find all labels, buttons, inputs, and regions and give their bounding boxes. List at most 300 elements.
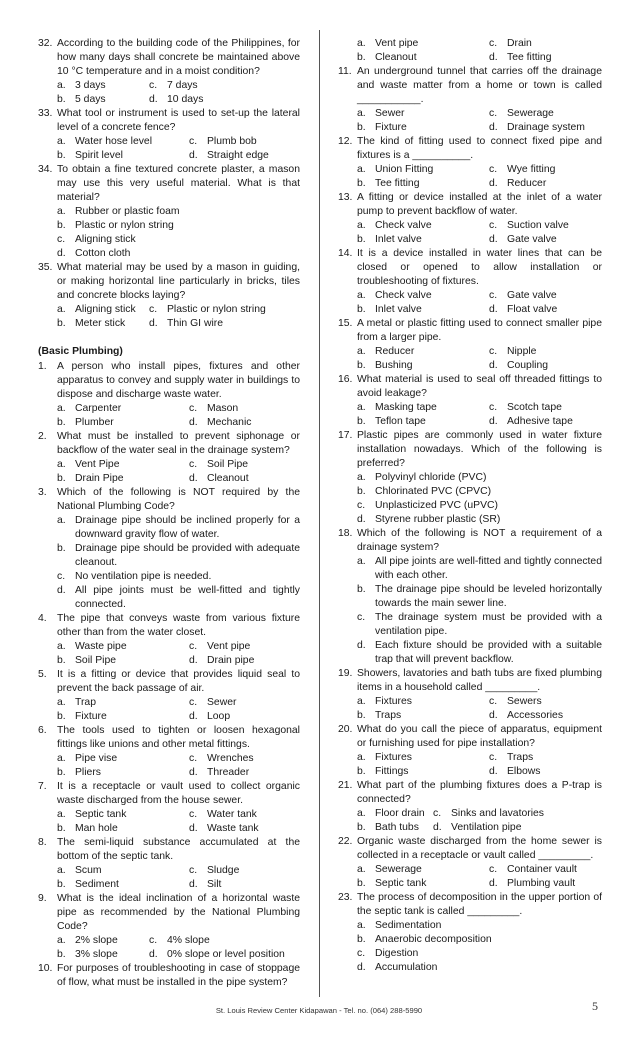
option-text: Sewerage: [507, 108, 554, 119]
option-letter: b.: [357, 822, 366, 833]
option-letter: d.: [189, 473, 198, 484]
answer-option: [357, 485, 602, 499]
option-text: Sinks and lavatories: [451, 808, 544, 819]
question-number: 17.: [338, 430, 353, 441]
option-text: Container vault: [507, 864, 577, 875]
option-text: Water hose level: [75, 136, 153, 147]
option-text: Bushing: [375, 360, 413, 371]
option-text: Sediment: [75, 879, 119, 890]
answer-option: [357, 765, 489, 779]
answer-option: [357, 401, 489, 415]
option-row: [57, 710, 300, 724]
answer-option: [57, 864, 189, 878]
question-item: [38, 724, 300, 780]
answer-option: [149, 93, 203, 107]
option-text: Waste tank: [207, 823, 259, 834]
option-text: Each fixture should be provided with a suitable trap that will prevent backflow.: [375, 640, 602, 665]
question-text: Organic waste discharged from the home sewer is collected in a receptacle or vault called _________.: [357, 836, 602, 861]
option-letter: b.: [57, 655, 66, 666]
option-letter: c.: [149, 80, 158, 91]
question-number: 22.: [338, 836, 353, 847]
question-item: [38, 360, 300, 430]
option-row: [57, 472, 300, 486]
option-text: All pipe joints must be well-fitted and tightly connected.: [75, 585, 300, 610]
answer-option: [357, 947, 602, 961]
answer-option: [57, 542, 300, 570]
question-item: [338, 373, 602, 429]
question-text: Plastic pipes are commonly used in water fixture installation nowadays. Which of the following is preferred?: [357, 430, 602, 469]
answer-option: [57, 303, 149, 317]
footer-text: St. Louis Review Center Kidapawan - Tel. no. (064) 288-5990: [215, 1006, 423, 1015]
option-text: Ventilation pipe: [451, 822, 522, 833]
option-letter: d.: [149, 949, 158, 960]
answer-option: [357, 863, 489, 877]
option-letter: c.: [489, 346, 498, 357]
option-text: Loop: [207, 711, 231, 722]
question-number: 32.: [38, 38, 53, 49]
question-item: [338, 779, 602, 835]
option-row: [357, 37, 602, 51]
option-text: Cleanout: [375, 52, 417, 63]
option-letter: d.: [57, 248, 66, 259]
option-text: Spirit level: [75, 150, 123, 161]
option-text: Plastic or nylon string: [167, 304, 266, 315]
option-text: Scotch tape: [507, 402, 562, 413]
option-text: The drainage pipe should be leveled horizontally towards the main sewer line.: [375, 584, 602, 609]
option-letter: c.: [189, 403, 198, 414]
option-text: Coupling: [507, 360, 549, 371]
answer-option: [57, 710, 189, 724]
option-text: Drainage pipe should be provided with adequate cleanout.: [75, 543, 300, 568]
option-letter: a.: [357, 472, 366, 483]
answer-option: [57, 472, 189, 486]
answer-option: [57, 233, 300, 247]
answer-option: [489, 877, 575, 891]
answer-option: [357, 37, 489, 51]
answer-option: [489, 415, 573, 429]
option-row: [357, 345, 602, 359]
option-letter: b.: [57, 823, 66, 834]
option-letter: c.: [57, 571, 66, 582]
question-text: What part of the plumbing fixtures does a P-trap is connected?: [357, 780, 602, 805]
answer-option: [57, 79, 149, 93]
answer-option: [489, 359, 548, 373]
option-row: [357, 163, 602, 177]
question-text: The semi-liquid substance accumulated at the bottom of the septic tank.: [57, 837, 300, 862]
question-number: 1.: [38, 361, 47, 372]
question-item: [338, 891, 602, 975]
question-number: 15.: [338, 318, 353, 329]
option-text: Septic tank: [375, 878, 427, 889]
option-text: Aligning stick: [75, 234, 136, 245]
question-number: 5.: [38, 669, 47, 680]
option-letter: c.: [489, 864, 498, 875]
answer-option: [57, 808, 189, 822]
question-stem: [38, 486, 300, 514]
answer-option: [57, 93, 149, 107]
option-text: Vent pipe: [207, 641, 251, 652]
option-letter: b.: [57, 879, 66, 890]
option-row: [357, 359, 602, 373]
question-number: 4.: [38, 613, 47, 624]
answer-option: [189, 416, 251, 430]
answer-option: [57, 822, 189, 836]
option-letter: c.: [489, 38, 498, 49]
question-number: 19.: [338, 668, 353, 679]
option-letter: d.: [357, 640, 366, 651]
answer-option: [357, 163, 489, 177]
question-text: The process of decomposition in the upper portion of the septic tank is called _________.: [357, 892, 602, 917]
option-row: [357, 219, 602, 233]
option-text: Accessories: [507, 710, 564, 721]
option-text: Sewer: [375, 108, 405, 119]
answer-option: [189, 458, 248, 472]
option-text: No ventilation pipe is needed.: [75, 571, 212, 582]
option-text: Water tank: [207, 809, 257, 820]
option-letter: d.: [489, 52, 498, 63]
answer-options: [338, 289, 602, 317]
answer-option: [57, 934, 149, 948]
question-text: For purposes of troubleshooting in case of stoppage of flow, what must be installed in the pipe system?: [57, 963, 300, 988]
option-letter: a.: [357, 346, 366, 357]
question-number: 11.: [338, 66, 352, 77]
option-letter: a.: [357, 556, 366, 567]
question-number: 8.: [38, 837, 47, 848]
option-letter: c.: [489, 290, 498, 301]
question-stem: [38, 962, 300, 990]
option-letter: c.: [489, 402, 498, 413]
option-row: [357, 107, 602, 121]
answer-option: [489, 863, 577, 877]
answer-option: [489, 289, 557, 303]
option-row: [357, 821, 602, 835]
answer-option: [357, 51, 489, 65]
option-text: Polyvinyl chloride (PVC): [375, 472, 487, 483]
option-letter: c.: [489, 696, 498, 707]
option-letter: d.: [189, 879, 198, 890]
answer-option: [57, 458, 189, 472]
option-text: Cleanout: [207, 473, 249, 484]
option-row: [357, 233, 602, 247]
option-letter: a.: [357, 220, 366, 231]
option-text: Sedimentation: [375, 920, 442, 931]
question-item: [338, 247, 602, 317]
option-row: [57, 135, 300, 149]
option-row: [357, 303, 602, 317]
option-text: Soil Pipe: [207, 459, 249, 470]
question-number: 6.: [38, 725, 47, 736]
question-item: [338, 37, 602, 65]
option-letter: c.: [189, 136, 198, 147]
option-text: 4% slope: [167, 935, 210, 946]
column-divider: [319, 30, 320, 997]
question-item: [338, 835, 602, 891]
option-text: Chlorinated PVC (CPVC): [375, 486, 492, 497]
section-heading: (Basic Plumbing): [38, 346, 123, 357]
answer-options: [38, 934, 300, 962]
option-letter: c.: [189, 809, 198, 820]
option-letter: c.: [489, 108, 498, 119]
option-letter: b.: [357, 52, 366, 63]
option-text: Float valve: [507, 304, 558, 315]
answer-option: [489, 51, 551, 65]
answer-option: [357, 471, 602, 485]
answer-options: [38, 79, 300, 107]
question-stem: [38, 107, 300, 135]
answer-options: [38, 135, 300, 163]
option-letter: a.: [357, 696, 366, 707]
option-text: Man hole: [75, 823, 118, 834]
option-letter: d.: [489, 360, 498, 371]
option-letter: d.: [489, 710, 498, 721]
question-text: A fitting or device installed at the inlet of a water pump to prevent backflow of water.: [357, 192, 602, 217]
option-text: Unplasticized PVC (uPVC): [375, 500, 498, 511]
question-item: [338, 135, 602, 191]
option-text: Check valve: [375, 220, 432, 231]
question-stem: [338, 723, 602, 751]
option-text: Fixture: [75, 711, 107, 722]
question-item: [338, 527, 602, 667]
question-stem: [38, 836, 300, 864]
option-text: Plumbing vault: [507, 878, 576, 889]
option-row: [57, 402, 300, 416]
question-item: [338, 667, 602, 723]
option-text: Anaerobic decomposition: [375, 934, 492, 945]
option-text: Plumber: [75, 417, 114, 428]
answer-option: [489, 219, 569, 233]
option-letter: b.: [357, 878, 366, 889]
option-text: 2% slope: [75, 935, 118, 946]
question-number: 10.: [38, 963, 53, 974]
option-letter: c.: [57, 234, 66, 245]
question-number: 14.: [338, 248, 353, 259]
option-letter: b.: [57, 220, 66, 231]
option-letter: a.: [357, 164, 366, 175]
answer-options: [38, 514, 300, 612]
question-stem: [338, 429, 602, 471]
option-text: Threader: [207, 767, 250, 778]
option-letter: d.: [189, 711, 198, 722]
question-stem: [38, 780, 300, 808]
answer-option: [489, 401, 562, 415]
option-text: Sewerage: [375, 864, 422, 875]
option-letter: d.: [149, 318, 158, 329]
answer-option: [357, 807, 433, 821]
answer-option: [57, 948, 149, 962]
option-letter: b.: [57, 94, 66, 105]
answer-options: [338, 555, 602, 667]
question-text: The tools used to tighten or loosen hexagonal fittings like unions and other metal fittings.: [57, 725, 300, 750]
answer-option: [189, 864, 239, 878]
answer-option: [357, 121, 489, 135]
option-text: 7 days: [167, 80, 198, 91]
answer-option: [489, 177, 546, 191]
question-text: Which of the following is NOT a requirement of a drainage system?: [357, 528, 602, 553]
answer-options: [38, 864, 300, 892]
option-row: [357, 51, 602, 65]
option-letter: a.: [57, 206, 66, 217]
question-text: It is a receptacle or vault used to collect organic waste discharged from the house sewer.: [57, 781, 300, 806]
option-letter: c.: [189, 459, 198, 470]
option-row: [357, 751, 602, 765]
question-item: [38, 892, 300, 962]
option-letter: d.: [489, 416, 498, 427]
option-letter: b.: [57, 417, 66, 428]
option-text: Fixtures: [375, 696, 412, 707]
answer-options: [38, 402, 300, 430]
option-letter: b.: [357, 934, 366, 945]
option-row: [57, 808, 300, 822]
answer-option: [357, 877, 489, 891]
option-letter: a.: [57, 809, 66, 820]
question-item: [338, 65, 602, 135]
option-row: [57, 948, 300, 962]
option-text: Sewer: [207, 697, 237, 708]
option-text: Pliers: [75, 767, 101, 778]
option-text: Soil Pipe: [75, 655, 117, 666]
answer-options: [38, 696, 300, 724]
option-text: Accumulation: [375, 962, 438, 973]
option-letter: a.: [57, 641, 66, 652]
answer-option: [357, 513, 602, 527]
option-text: Suction valve: [507, 220, 569, 231]
option-text: Bath tubs: [375, 822, 419, 833]
question-item: [38, 37, 300, 107]
option-letter: c.: [189, 641, 198, 652]
option-text: Waste pipe: [75, 641, 127, 652]
option-row: [357, 695, 602, 709]
question-item: [38, 780, 300, 836]
answer-option: [357, 639, 602, 667]
question-text: An underground tunnel that carries off the drainage and waste matter from a home or town is called ___________.: [357, 66, 602, 105]
option-letter: c.: [189, 753, 198, 764]
answer-options: [338, 219, 602, 247]
answer-options: [38, 808, 300, 836]
answer-option: [357, 345, 489, 359]
option-letter: c.: [149, 935, 158, 946]
option-letter: c.: [433, 808, 442, 819]
question-item: [338, 723, 602, 779]
option-text: 10 days: [167, 94, 204, 105]
option-text: Septic tank: [75, 809, 127, 820]
answer-option: [357, 107, 489, 121]
option-row: [357, 121, 602, 135]
question-stem: [38, 360, 300, 402]
option-letter: b.: [357, 178, 366, 189]
question-text: Showers, lavatories and bath tubs are fixed plumbing items in a household called _________.: [357, 668, 602, 693]
answer-option: [57, 878, 189, 892]
option-letter: a.: [57, 515, 66, 526]
question-item: [38, 163, 300, 261]
option-text: Digestion: [375, 948, 419, 959]
option-text: Meter stick: [75, 318, 126, 329]
option-text: Adhesive tape: [507, 416, 573, 427]
option-text: Scum: [75, 865, 102, 876]
option-letter: a.: [357, 920, 366, 931]
question-text: It is a fitting or device that provides liquid seal to prevent the back passage of air.: [57, 669, 300, 694]
page-number: 5: [592, 999, 598, 1013]
question-stem: [38, 668, 300, 696]
option-text: Traps: [375, 710, 402, 721]
question-item: [338, 317, 602, 373]
option-letter: c.: [489, 752, 498, 763]
answer-option: [57, 654, 189, 668]
question-text: What must be installed to prevent siphonage or backflow of the water seal in the drainage system?: [57, 431, 300, 456]
answer-options: [38, 752, 300, 780]
question-stem: [38, 724, 300, 752]
question-stem: [338, 667, 602, 695]
question-text: It is a device installed in water lines that can be closed or opened to allow installation or troubleshooting of fixtures.: [357, 248, 602, 287]
option-letter: b.: [357, 710, 366, 721]
answer-option: [489, 303, 557, 317]
option-text: 5 days: [75, 94, 106, 105]
answer-option: [489, 233, 557, 247]
answer-option: [189, 752, 254, 766]
option-letter: d.: [489, 178, 498, 189]
question-item: [38, 668, 300, 724]
answer-option: [189, 149, 269, 163]
question-text: To obtain a fine textured concrete plaster, a mason may use this very useful material. What is that material?: [57, 164, 300, 203]
answer-option: [149, 303, 266, 317]
answer-option: [489, 121, 585, 135]
option-letter: c.: [489, 164, 498, 175]
answer-option: [357, 415, 489, 429]
option-row: [357, 289, 602, 303]
option-text: Sludge: [207, 865, 240, 876]
question-text: What tool or instrument is used to set-up the lateral level of a concrete fence?: [57, 108, 300, 133]
option-text: Mechanic: [207, 417, 252, 428]
answer-option: [57, 219, 300, 233]
option-text: All pipe joints are well-fitted and tightly connected with each other.: [375, 556, 602, 581]
option-text: Traps: [507, 752, 534, 763]
option-text: Inlet valve: [375, 304, 422, 315]
answer-option: [57, 752, 189, 766]
question-stem: [338, 65, 602, 107]
option-letter: b.: [57, 767, 66, 778]
answer-options: [338, 37, 602, 65]
answer-option: [57, 696, 189, 710]
answer-options: [338, 807, 602, 835]
question-stem: [38, 163, 300, 205]
option-text: Drain Pipe: [75, 473, 124, 484]
option-row: [357, 401, 602, 415]
option-letter: d.: [357, 962, 366, 973]
question-text: The kind of fitting used to connect fixed pipe and fixtures is a __________.: [357, 136, 602, 161]
option-text: Drainage system: [507, 122, 585, 133]
question-text: A person who install pipes, fixtures and other apparatus to convey and supply water in buildings to dispose and discharge waste water.: [57, 361, 300, 400]
answer-option: [357, 359, 489, 373]
option-letter: d.: [189, 823, 198, 834]
question-stem: [38, 430, 300, 458]
answer-option: [189, 472, 249, 486]
option-letter: d.: [433, 822, 442, 833]
answer-option: [357, 233, 489, 247]
answer-option: [57, 149, 189, 163]
answer-option: [57, 640, 189, 654]
option-text: Thin GI wire: [167, 318, 224, 329]
question-stem: [338, 317, 602, 345]
option-text: Sewers: [507, 696, 542, 707]
question-stem: [338, 835, 602, 863]
option-text: Union Fitting: [375, 164, 434, 175]
answer-option: [57, 135, 189, 149]
option-text: Fixture: [375, 122, 407, 133]
answer-option: [357, 555, 602, 583]
option-letter: a.: [357, 38, 366, 49]
option-text: Floor drain: [375, 808, 425, 819]
option-text: Mason: [207, 403, 239, 414]
option-text: Straight edge: [207, 150, 269, 161]
